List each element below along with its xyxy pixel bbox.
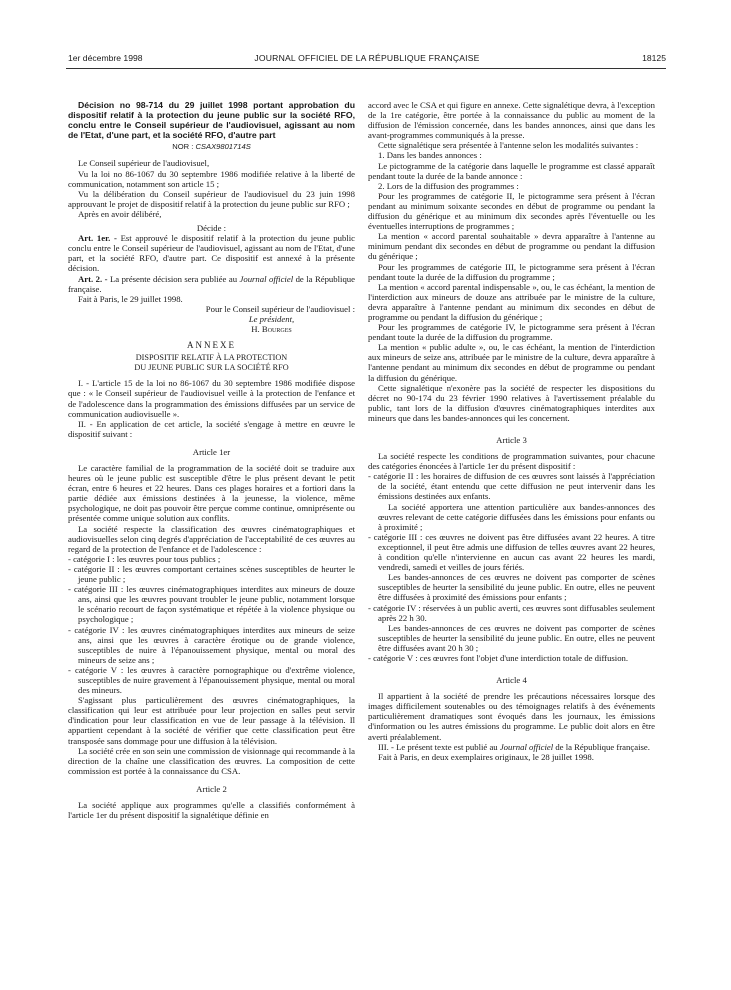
article-1-heading: Article 1er <box>192 446 231 457</box>
preamble-council: Le Conseil supérieur de l'audiovisuel, <box>78 158 210 169</box>
signage-intro: accord avec le CSA et qui figure en annexe. Cette signalétique devra, à l'exception de la 1re catégorie, être portée à la connaissance du public au moment de la diffusion de l'émission concernée, dans les bandes annonces, ainsi que dans les avant-programmes communiqués à la presse. <box>368 100 655 141</box>
nor-label: NOR : <box>172 142 194 152</box>
article-3-cat-3: - catégorie III : ces œuvres ne doivent pas être diffusées avant 22 heures. A titre exceptionnel, il peut être admis une diffusion de telles œuvres avant 22 heures, à condition qu'elle n'intervienne en aucun cas avant 22 heures les mardi, vendredi, samedi et veilles de jours fériés. <box>368 531 655 573</box>
article-2-text-a: La présente décision sera publiée au <box>107 273 240 284</box>
decision-title: Décision no 98-714 du 29 juillet 1998 portant approbation du dispositif relatif à la protection du jeune public sur la société RFO, conclu entre le Conseil supérieur de l'audiovisuel, agissant au nom de l'Etat, d'une part, et la société RFO, d'autre part <box>68 100 355 141</box>
article-2-para-1: La société applique aux programmes qu'elle a classifiés conformément à l'article 1er du présent dispositif la signalétique définie en <box>68 800 355 821</box>
nor-code: CSAX9801714S <box>195 142 251 152</box>
header-rule <box>66 68 666 69</box>
signature-for: Pour le Conseil supérieur de l'audiovisuel : <box>205 303 355 314</box>
signage-modalities: Cette signalétique sera présentée à l'antenne selon les modalités suivantes : <box>378 140 639 151</box>
article-3-cat-2-note: La société apportera une attention particulière aux bandes-annonces des œuvres relevant de cette catégorie diffusées dans les émissions pour enfants ou à proximité ; <box>378 501 655 532</box>
page-number: 18125 <box>642 53 666 63</box>
nor-reference <box>68 142 355 152</box>
trailers-heading: 1. Dans les bandes annonces : <box>378 150 482 161</box>
signature-role: Le président, <box>248 313 295 324</box>
article-3-cat-4: - catégorie IV : réservées à un public averti, ces œuvres sont diffusables seulement après 22 h 30. <box>368 602 655 623</box>
annexe-heading: ANNEXE <box>187 340 236 351</box>
category-2-display: Pour les programmes de catégorie II, le pictogramme sera présent à l'écran pendant au minimum soixante secondes en début de programme ou pendant la diffusion du générique et au minimum dix secondes après l'éventuelle ou les éventuelles interruptions de programmes ; <box>368 190 655 232</box>
article-2-paragraph <box>68 274 355 294</box>
article-3-cat-4-note: Les bandes-annonces de ces œuvres ne doivent pas comporter de scènes susceptibles de heurter la sensibilité du jeune public. En outre, elles ne peuvent être diffusées avant 20 h 30 ; <box>378 622 655 653</box>
article-2-italic: Journal officiel <box>239 273 294 284</box>
preamble-law: Vu la loi no 86-1067 du 30 septembre 1986 modifiée relative à la liberté de communication, notamment son article 15 ; <box>68 168 355 189</box>
category-5: - catégorie V : les œuvres à caractère pornographique ou d'extrême violence, susceptibles de nuire gravement à l'épanouissement physique, mental ou moral des mineurs. <box>68 664 355 696</box>
category-3-display: Pour les programmes de catégorie III, le pictogramme sera présent à l'écran pendant toute la durée de la diffusion du programme ; <box>368 261 655 282</box>
trailers-text: Le pictogramme de la catégorie dans laquelle le programme est classé apparaît pendant toute la durée de la bande annonce : <box>368 160 655 181</box>
article-1-text: Est approuvé le dispositif relatif à la protection du jeune public conclu entre le Conseil supérieur de l'audiovisuel, agissant au nom de l'Etat, d'une part, et la société RFO, d'autre part. Ce dispositif est annexé à la présente décision. <box>68 233 355 274</box>
category-4: - catégorie IV : les œuvres cinématographiques interdites aux mineurs de seize ans, ainsi que les œuvres à caractère érotique ou de grande violence, susceptibles de nuire à l'épanouissement physique, mental ou moral des mineurs de seize ans ; <box>68 624 355 665</box>
article-1-para-3: S'agissant plus particulièrement des œuvres cinématographiques, la classification qui leur est attribuée pour leur projection en salles peut servir d'indication pour leur classification en vue de leur passage à la télévision. Il appartient cependant à la société de vérifier que cette classification peut être transposée sans dommage pour une diffusion à la télévision. <box>68 695 355 746</box>
article-3-cat-5: - catégorie V : ces œuvres font l'objet d'une interdiction totale de diffusion. <box>368 652 629 663</box>
publication-text-b: de la République française. <box>553 741 650 752</box>
signature-name: H. Bourges <box>251 323 292 334</box>
article-1-label: Art. 1er. - <box>78 233 117 244</box>
article-1-para-1: Le caractère familial de la programmation de la société doit se traduire aux heures où le jeune public est susceptible d'être le plus présent devant le petit écran, entre 6 heures et 22 heures. Dans ces plages horaires et a fortiori dans la partie dédiée aux émissions destinées à la jeunesse, la violence, même psychologique, ne doit pas pouvoir être perçue comme continue, omniprésente ou présentée comme unique solution aux conflits. <box>68 463 355 524</box>
article-1-para-2: La société respecte la classification des œuvres cinématographiques et audiovisuelles selon cinq degrés d'appréciation de l'acceptabilité de ces œuvres au regard de la protection de l'enfance et de l'adolescence : <box>68 523 355 554</box>
broadcast-heading: 2. Lors de la diffusion des programmes : <box>378 180 519 191</box>
dispositif-title-1: DISPOSITIF RELATIF À LA PROTECTION <box>135 353 288 363</box>
preamble-deliberation: Vu la délibération du Conseil supérieur de l'audiovisuel du 23 juin 1998 approuvant le projet de dispositif relatif à la protection du jeune public sur RFO ; <box>68 188 355 209</box>
decree-note: Cette signalétique n'exonère pas la société de respecter les dispositions du décret no 90-174 du 23 février 1990 relatives à l'avertissement préalable du public, tant lors de la diffusion d'œuvres cinématographiques interdites aux mineurs que dans les bandes-annonces qui les concernent. <box>368 382 655 423</box>
article-2-label: Art. 2. - <box>78 273 108 284</box>
article-2-text-b: de la République française. <box>68 273 355 294</box>
dispositif-title-2: DU JEUNE PUBLIC SUR LA SOCIÉTÉ RFO <box>134 362 289 372</box>
article-3-cat-3-note: Les bandes-annonces de ces œuvres ne doivent pas comporter de scènes susceptibles de heurter la sensibilité du jeune public. En outre, elles ne peuvent être diffusées à proximité des émissions pour enfants ; <box>378 572 655 603</box>
article-4-para-1: Il appartient à la société de prendre les précautions nécessaires lorsque des images difficilement soutenables ou des témoignages relatifs à des événements particulièrement dramatiques sont évoqués dans les journaux, les émissions d'information ou les autres émissions du programme. Le public doit alors en être averti préalablement. <box>368 691 655 742</box>
publication-clause <box>368 742 655 752</box>
category-3: - catégorie III : les œuvres cinématographiques interdites aux mineurs de douze ans, ainsi que les œuvres pouvant troubler le jeune public, notamment lorsque le scénario recourt de façon systématique et répétée à la violence physique ou psychologique ; <box>68 584 355 625</box>
publication-italic: Journal officiel <box>499 741 554 752</box>
place-date: Fait à Paris, le 29 juillet 1998. <box>78 293 183 304</box>
right-column <box>368 100 655 762</box>
article-1-paragraph <box>68 233 355 273</box>
left-column <box>68 100 355 820</box>
journal-title: JOURNAL OFFICIEL DE LA RÉPUBLIQUE FRANÇAISE <box>254 53 480 63</box>
roman-one: I. - L'article 15 de la loi no 86-1067 du 30 septembre 1986 modifiée dispose que : « le Conseil supérieur de l'audiovisuel veille à la protection de l'enfance et de l'adolescence dans la programmation des émissions diffusées par un service de communication audiovisuelle ». <box>68 378 355 419</box>
adult-public: La mention « public adulte », ou, le cas échéant, la mention de l'interdiction aux mineurs de seize ans, attribuée par le ministre de la culture, devra apparaître à l'antenne pendant au minimum dix secondes en début de programme ou pendant la diffusion du générique. <box>368 342 655 383</box>
article-3-cat-2: - catégorie II : les horaires de diffusion de ces œuvres sont laissés à l'appréciation de la société, étant entendu que cette diffusion ne peut intervenir dans les émissions destinées aux enfants. <box>368 471 655 502</box>
roman-two: II. - En application de cet article, la société s'engage à mettre en œuvre le dispositif suivant : <box>68 418 355 439</box>
preamble-deliberated: Après en avoir délibéré, <box>78 208 162 219</box>
decide-heading: Décide : <box>196 223 227 234</box>
signature-role-wrap <box>68 314 355 324</box>
article-3-para-1: La société respecte les conditions de programmation suivantes, pour chacune des catégories énoncées à l'article 1er du présent dispositif : <box>368 451 655 472</box>
category-2: - catégorie II : les œuvres comportant certaines scènes susceptibles de heurter le jeune public ; <box>68 563 355 585</box>
article-1-para-4: La société crée en son sein une commission de visionnage qui recommande à la direction de la chaîne une classification des œuvres. La composition de cette commission est portée à la connaissance du CSA. <box>68 745 355 776</box>
publication-text-a: III. - Le présent texte est publié au <box>378 741 500 752</box>
category-4-display: Pour les programmes de catégorie IV, le pictogramme sera présent à l'écran pendant toute la durée de la diffusion du programme. <box>368 322 655 343</box>
parental-required: La mention « accord parental indispensable », ou, le cas échéant, la mention de l'interdiction aux mineurs de douze ans attribuée par le ministre de la culture, devra apparaître à l'antenne pendant au minimum dix secondes en début de programme ou pendant la diffusion du générique ; <box>368 281 655 322</box>
article-2-heading: Article 2 <box>196 783 227 794</box>
article-3-heading: Article 3 <box>496 435 527 445</box>
parental-wish: La mention « accord parental souhaitable » devra apparaître à l'antenne au minimum pendant dix secondes en début de programme ou pendant la diffusion du générique ; <box>368 231 655 262</box>
closing-place-date: Fait à Paris, en deux exemplaires originaux, le 28 juillet 1998. <box>378 751 594 762</box>
page-header <box>68 53 666 67</box>
issue-date: 1er décembre 1998 <box>68 53 143 63</box>
category-1: - catégorie I : les œuvres pour tous publics ; <box>68 553 221 564</box>
article-4-heading: Article 4 <box>496 675 527 686</box>
